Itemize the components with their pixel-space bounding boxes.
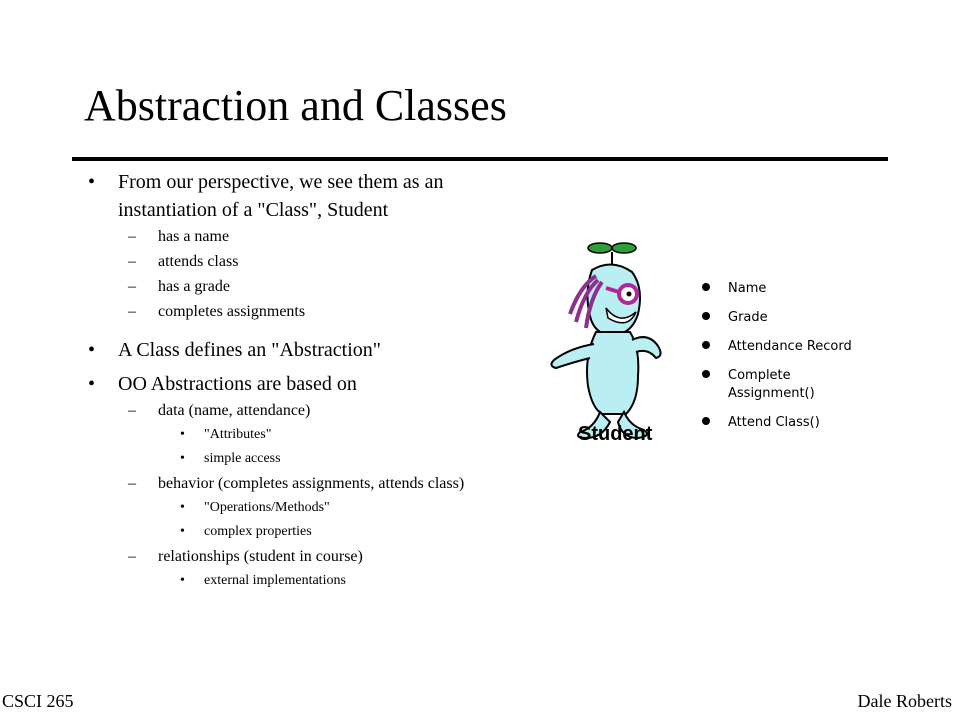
bullet-mark: • (180, 451, 185, 466)
sub-bullet (88, 398, 608, 423)
sub-bullet (88, 471, 608, 496)
sub-bullet (88, 299, 608, 324)
dash-mark: – (128, 548, 136, 565)
sub-sub-bullet-text: external implementations (204, 573, 346, 588)
attribute-item (700, 338, 900, 356)
attribute-item (700, 280, 900, 298)
sub-bullet-text: has a grade (158, 278, 230, 295)
footer-course: CSCI 265 (2, 691, 74, 711)
bullet-mark: • (180, 524, 185, 539)
sub-bullet-text: has a name (158, 228, 230, 245)
bullet-text: instantiation of a "Class", Student (118, 199, 389, 221)
sub-bullet (88, 544, 608, 569)
sub-sub-bullet (88, 569, 608, 593)
dash-mark: – (128, 253, 136, 270)
sub-sub-bullet (88, 447, 608, 471)
bullet-dot-icon (702, 370, 710, 378)
student-label: Student (578, 423, 653, 445)
dash-mark: – (128, 402, 136, 419)
bullet-dot-icon (702, 283, 710, 291)
bullet-dot-icon (702, 341, 710, 349)
attribute-text: Name (728, 281, 767, 296)
attribute-item (700, 414, 900, 432)
bullet-text: OO Abstractions are based on (118, 373, 357, 395)
footer-author: Dale Roberts (857, 691, 952, 711)
sub-sub-bullet-text: simple access (204, 451, 281, 466)
dash-mark: – (128, 278, 136, 295)
bullet-mark: • (180, 500, 185, 515)
attribute-text: Complete (728, 368, 791, 383)
bullet-mark: • (88, 373, 96, 395)
student-cartoon-icon (540, 236, 665, 446)
bullet-perspective (88, 168, 608, 224)
bullet-text: From our perspective, we see them as an (118, 171, 444, 193)
sub-bullet-text: attends class (158, 253, 239, 270)
sub-bullet (88, 274, 608, 299)
attribute-text: Attendance Record (728, 339, 852, 354)
sub-bullet (88, 249, 608, 274)
dash-mark: – (128, 303, 136, 320)
attribute-text: Assignment() (728, 386, 815, 401)
title-rule (72, 157, 888, 161)
bullet-mark: • (180, 427, 185, 442)
attribute-item (700, 367, 900, 403)
sub-sub-bullet-text: "Attributes" (204, 427, 272, 442)
bullet-mark: • (88, 339, 96, 361)
sub-sub-bullet (88, 496, 608, 520)
attribute-item (700, 309, 900, 327)
slide-title: Abstraction and Classes (84, 81, 507, 130)
bullet-dot-icon (702, 417, 710, 425)
bullet-list (88, 168, 608, 593)
bullet-dot-icon (702, 312, 710, 320)
dash-mark: – (128, 475, 136, 492)
attribute-list (700, 280, 900, 432)
sub-sub-bullet-text: "Operations/Methods" (204, 500, 330, 515)
attribute-text: Attend Class() (728, 415, 820, 430)
sub-sub-bullet-text: complex properties (204, 524, 312, 539)
dash-mark: – (128, 228, 136, 245)
bullet-mark: • (180, 573, 185, 588)
sub-bullet (88, 224, 608, 249)
bullet-text: A Class defines an "Abstraction" (118, 339, 381, 361)
sub-sub-bullet (88, 423, 608, 447)
sub-bullet-text: completes assignments (158, 303, 306, 320)
sub-bullet-text: behavior (completes assignments, attends class) (158, 475, 465, 492)
bullet-oo-abstractions (88, 370, 608, 398)
attribute-text: Grade (728, 310, 768, 325)
sub-sub-bullet (88, 520, 608, 544)
bullet-class-abstraction (88, 336, 608, 364)
sub-bullet-text: relationships (student in course) (158, 548, 363, 565)
bullet-mark: • (88, 171, 96, 193)
sub-bullet-text: data (name, attendance) (158, 402, 311, 419)
